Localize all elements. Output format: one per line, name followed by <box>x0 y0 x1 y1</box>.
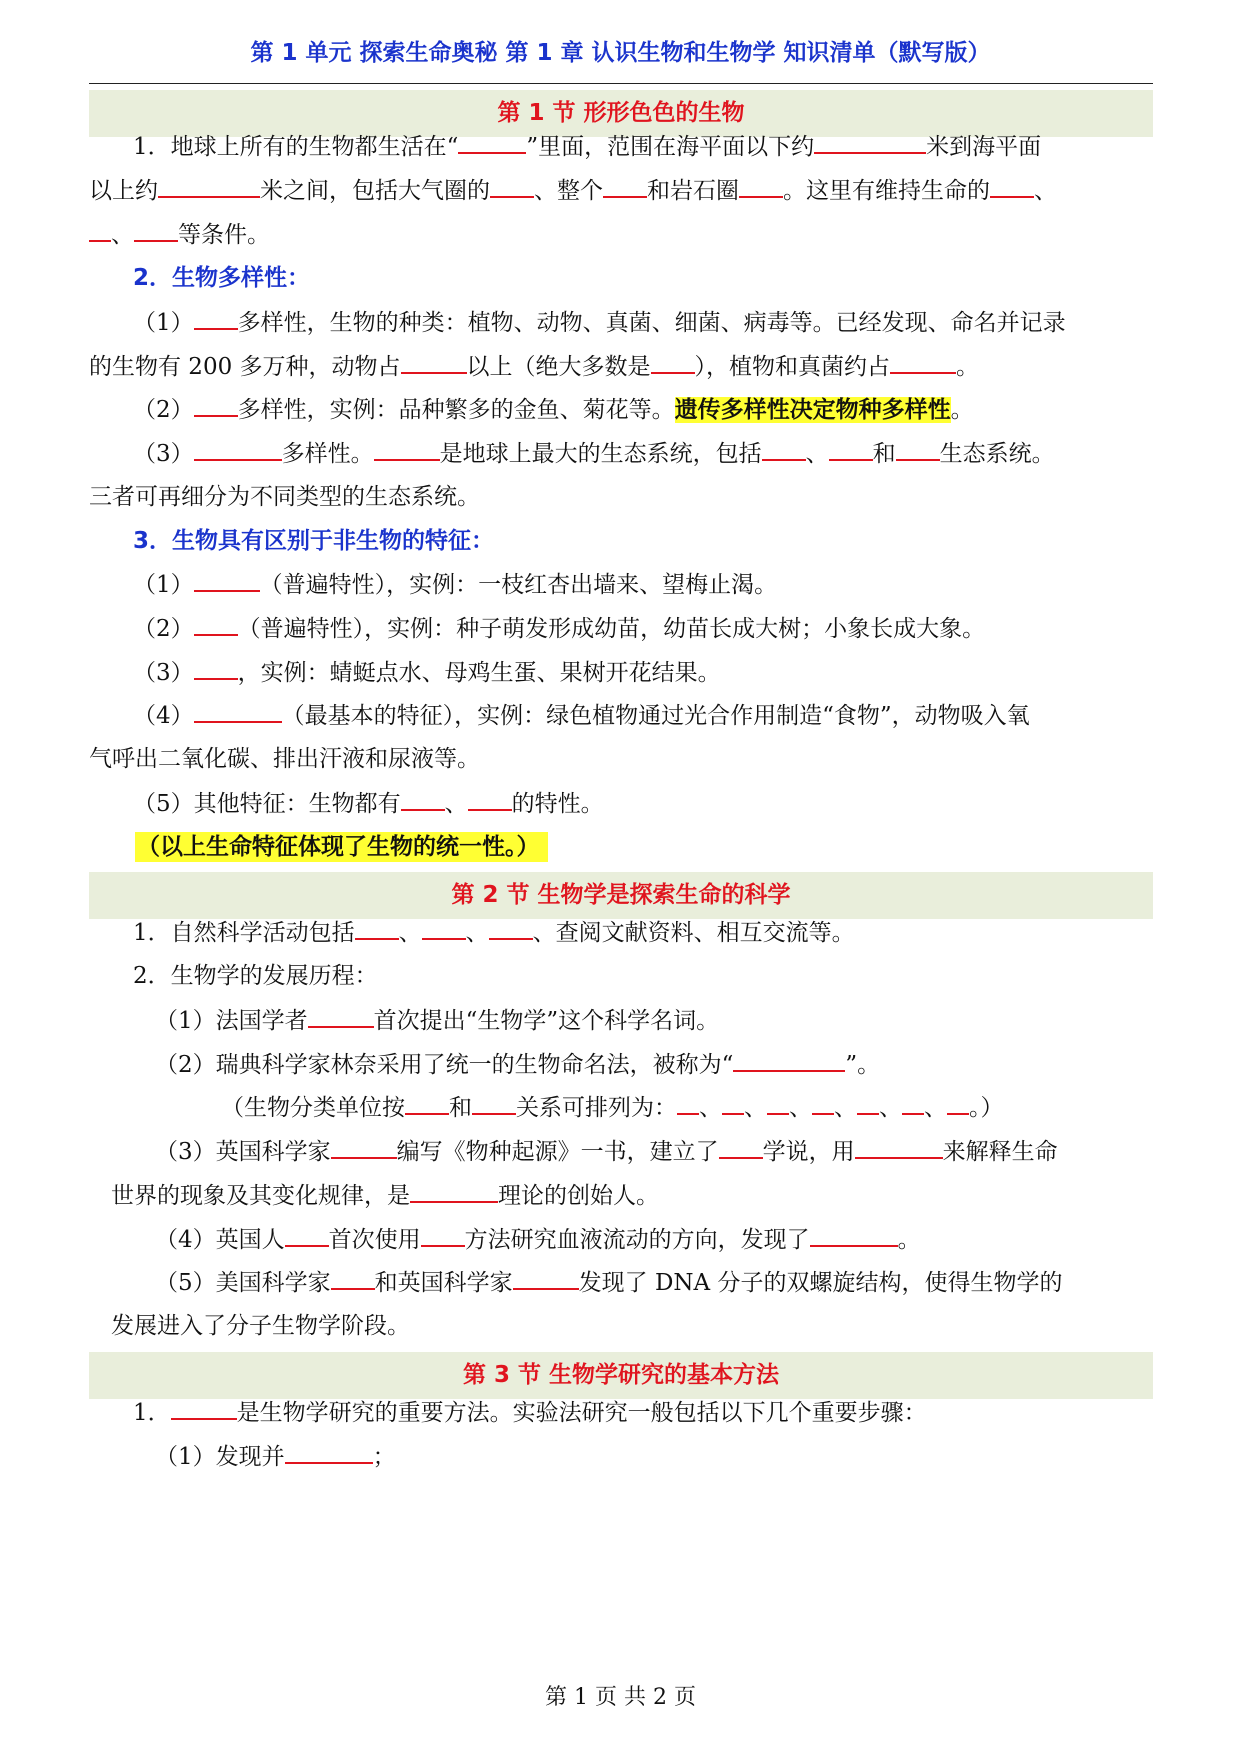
s1-subheading-features: 3．生物具有区别于非生物的特征： <box>133 528 495 554</box>
blank <box>194 568 260 592</box>
s2-history-item-1: （1）法国学者 首次提出“生物学”这个科学名词。 <box>89 1004 1153 1037</box>
blank <box>401 787 445 811</box>
s1-feature-1: （1） （普遍特性），实例：一枝红杏出墙来、望梅止渴。 <box>89 568 1153 601</box>
blank <box>810 1223 898 1247</box>
s1-note-line <box>89 831 1153 863</box>
s1-diversity-item-1-line-2: 的生物有 200 多万种，动物占 以上（绝大多数是 ），植物和真菌约占 。 <box>89 350 1153 383</box>
highlight-genetic-diversity: 遗传多样性决定物种多样性 <box>674 397 951 423</box>
blank <box>902 1091 924 1115</box>
blank <box>194 656 238 680</box>
s1-feature-5: （5）其他特征：生物都有 、 的特性。 <box>89 787 1153 820</box>
s1-feature-2: （2） （普遍特性），实例：种子萌发形成幼苗，幼苗长成大树；小象长成大象。 <box>89 612 1153 645</box>
blank <box>733 1048 845 1072</box>
section-3-heading: 第 3 节 生物学研究的基本方法 <box>89 1352 1153 1399</box>
blank <box>355 916 399 940</box>
blank <box>651 350 695 374</box>
blank <box>767 1091 789 1115</box>
s2-history-item-5-line-1: （5）美国科学家 和英国科学家 发现了 DNA 分子的双螺旋结构，使得生物学的 <box>89 1266 1153 1299</box>
blank <box>855 1135 943 1159</box>
blank <box>857 1091 879 1115</box>
blank <box>405 1091 449 1115</box>
s1-feature-4-line-1: （4） （最基本的特征），实例：绿色植物通过光合作用制造“食物”，动物吸入氧 <box>89 699 1153 732</box>
s1-feature-4-line-2: 气呼出二氧化碳、排出汗液和尿液等。 <box>89 746 480 772</box>
blank <box>401 350 467 374</box>
blank <box>829 437 873 461</box>
blank <box>331 1266 375 1290</box>
blank <box>896 437 940 461</box>
blank <box>762 437 806 461</box>
blank <box>468 787 512 811</box>
section-2-heading: 第 2 节 生物学是探索生命的科学 <box>89 872 1153 919</box>
s1-feature-3: （3） ，实例：蜻蜓点水、母鸡生蛋、果树开花结果。 <box>89 656 1153 689</box>
blank <box>285 1223 329 1247</box>
blank <box>458 130 526 154</box>
s1-diversity-item-3-line-1: （3） 多样性。 是地球上最大的生态系统，包括 、 和 生态系统。 <box>89 437 1153 470</box>
blank <box>308 1004 374 1028</box>
s2-history-item-3-line-2: 世界的现象及其变化规律，是 理论的创始人。 <box>89 1179 1153 1212</box>
document-title: 第 1 单元 探索生命奥秘 第 1 章 认识生物和生物学 知识清单（默写版） <box>250 40 991 66</box>
blank <box>89 218 111 242</box>
blank <box>513 1266 579 1290</box>
s1-diversity-item-3-line-2: 三者可再细分为不同类型的生态系统。 <box>89 484 480 510</box>
highlight-unity-note: （以上生命特征体现了生物的统一性。） <box>135 832 548 862</box>
blank <box>990 174 1034 198</box>
blank <box>422 916 466 940</box>
s2-history-item-5-line-2: 发展进入了分子生物学阶段。 <box>111 1313 410 1339</box>
blank <box>331 1135 397 1159</box>
blank <box>812 1091 834 1115</box>
s1-diversity-item-2: （2） 多样性，实例：品种繁多的金鱼、菊花等。遗传多样性决定物种多样性。 <box>89 393 1153 426</box>
page-footer: 第 1 页 共 2 页 <box>545 1685 696 1710</box>
blank <box>171 1396 237 1420</box>
blank <box>194 393 238 417</box>
blank <box>489 916 533 940</box>
s1-paragraph-1-line-1: 1．地球上所有的生物都生活在“ ”里面，范围在海平面以下约 米到海平面 <box>89 130 1153 163</box>
s3-paragraph-1: 1． 是生物学研究的重要方法。实验法研究一般包括以下几个重要步骤： <box>89 1396 1153 1429</box>
blank <box>890 350 956 374</box>
s1-paragraph-1-line-2: 以上约 米之间，包括大气圈的 、整个 和岩石圈 。这里有维持生命的 、 <box>89 174 1153 207</box>
blank <box>194 699 282 723</box>
blank <box>472 1091 516 1115</box>
blank <box>410 1179 498 1203</box>
blank <box>603 174 647 198</box>
s1-paragraph-1-line-3: 、 等条件。 <box>89 218 1153 251</box>
section-1-heading: 第 1 节 形形色色的生物 <box>89 90 1153 137</box>
s2-history-item-2-sub: （生物分类单位按 和 关系可排列为： 、 、 、 、 、 、 。） <box>89 1091 1153 1124</box>
s1-subheading-diversity: 2．生物多样性： <box>133 265 311 291</box>
blank <box>158 174 260 198</box>
blank <box>194 437 282 461</box>
blank <box>947 1091 969 1115</box>
s3-step-1: （1）发现并 ； <box>89 1440 1153 1473</box>
s2-history-item-2: （2）瑞典科学家林奈采用了统一的生物命名法，被称为“ ”。 <box>89 1048 1153 1081</box>
blank <box>722 1091 744 1115</box>
blank <box>285 1440 373 1464</box>
title-divider <box>89 83 1153 84</box>
blank <box>194 612 238 636</box>
blank <box>719 1135 763 1159</box>
blank <box>490 174 534 198</box>
blank <box>739 174 783 198</box>
blank <box>421 1223 465 1247</box>
s1-diversity-item-1-line-1: （1） 多样性，生物的种类：植物、动物、真菌、细菌、病毒等。已经发现、命名并记录 <box>89 306 1153 339</box>
s2-paragraph-2: 2．生物学的发展历程： <box>133 963 378 989</box>
blank <box>814 130 926 154</box>
blank <box>134 218 178 242</box>
s2-paragraph-1: 1．自然科学活动包括 、 、 、查阅文献资料、相互交流等。 <box>89 916 1153 949</box>
s2-history-item-3-line-1: （3）英国科学家 编写《物种起源》一书，建立了 学说，用 来解释生命 <box>89 1135 1153 1168</box>
blank <box>194 306 238 330</box>
blank <box>677 1091 699 1115</box>
s2-history-item-4: （4）英国人 首次使用 方法研究血液流动的方向，发现了 。 <box>89 1223 1153 1256</box>
blank <box>374 437 440 461</box>
